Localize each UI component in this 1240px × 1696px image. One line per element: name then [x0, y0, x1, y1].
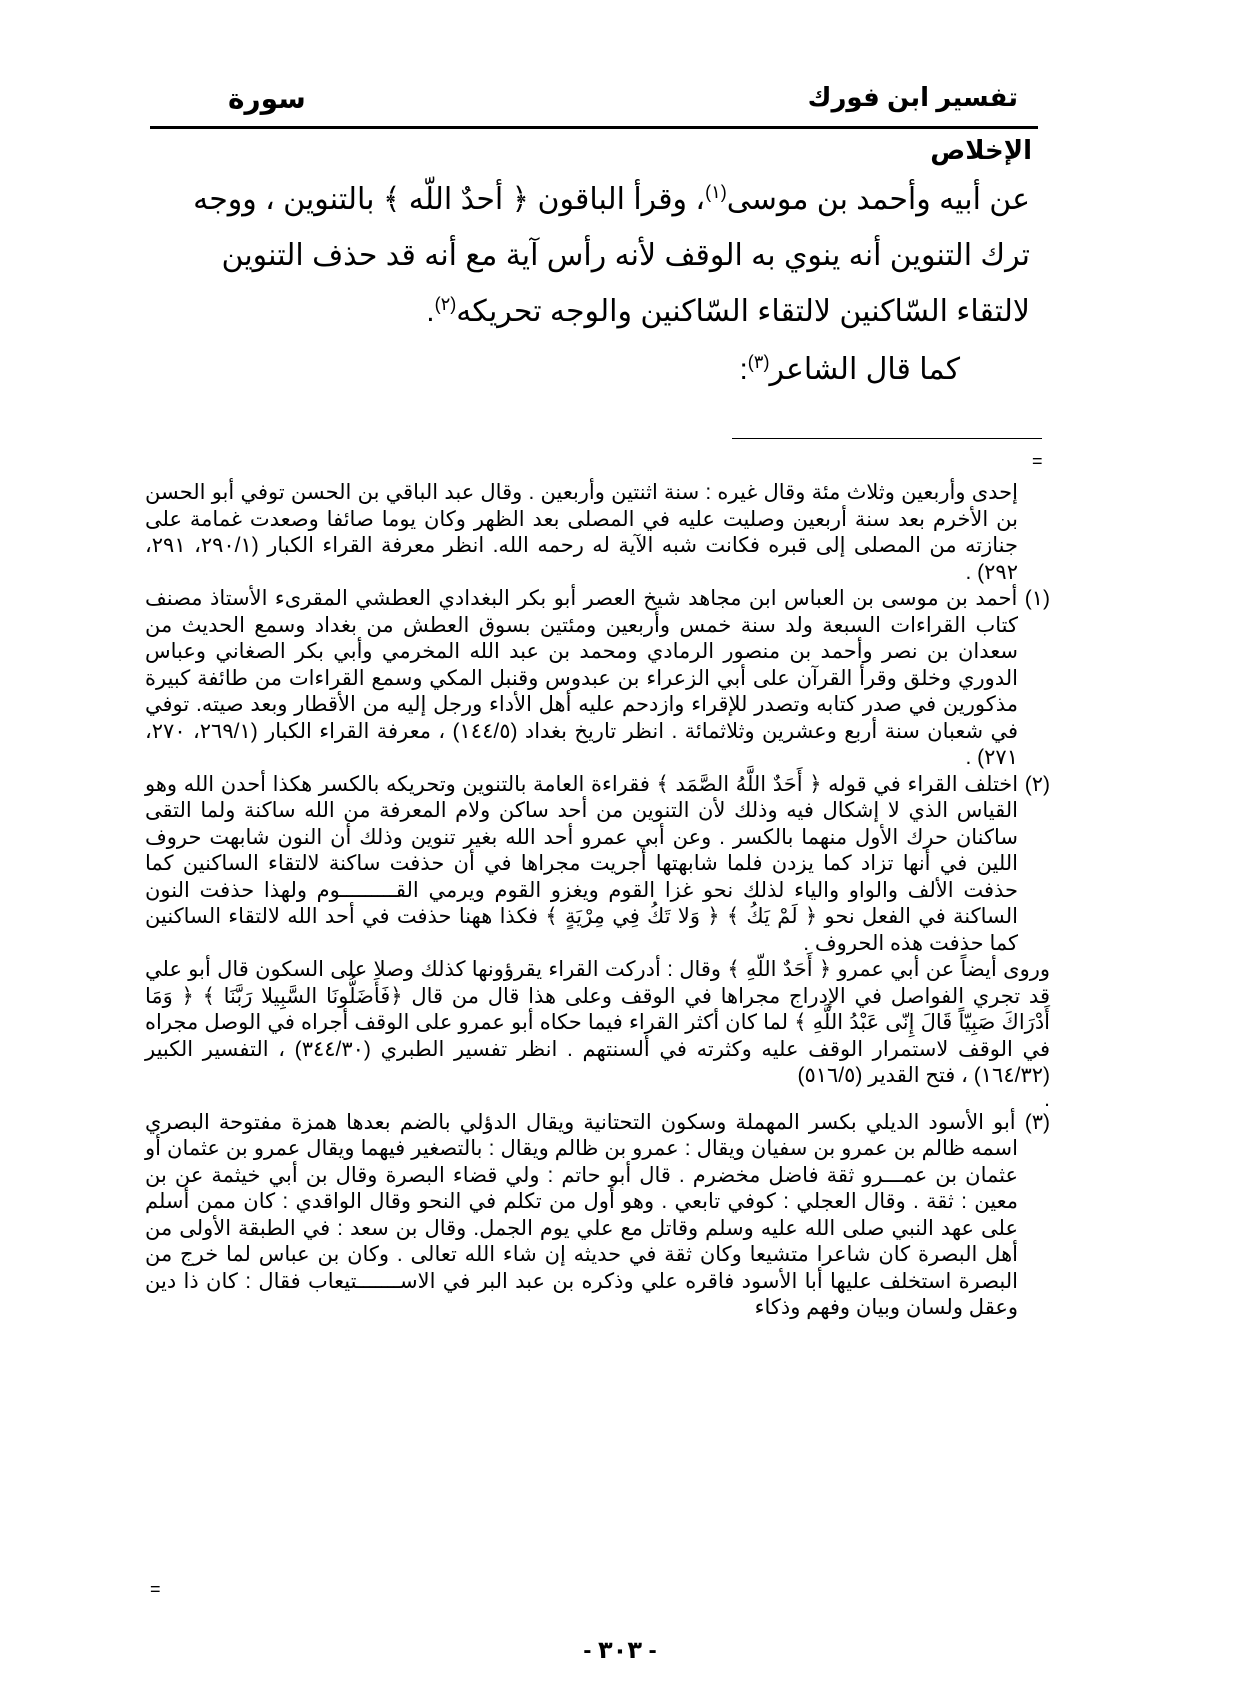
poet-colon: :: [739, 353, 748, 386]
main-text-a: عن أبيه وأحمد بن موسى: [726, 183, 1030, 216]
footnote-2-continuation: وروى أيضاً عن أبي عمرو ﴿ أَحَدٌ اللّهِ ﴾ وقال : أدركت القراء يقرؤونها كذلك وصلا على السكون قال أبو علي قد تجري الفواصل في الإدراج مجراها في الوقف وعلى هذا قال من قال ﴿فَأَضَلُّونَا السَّبِيلا رَبَّنَا ﴾ ﴿ وَمَا أَدْرَاكَ صَبِيّاً قَالَ إِنّى عَبْدُ اللَّهِ ﴾ لما كان أكثر القراء فيما حكاه أبو عمرو على الوقف أجراه في الوصل مجراه في الوقف لاستمرار الوقف عليه وكثرته في ألسنتهم . انظر تفسير الطبري (٣٤٤/٣٠) ، التفسير الكبير (١٦٤/٣٢) ، فتح القدير (٥١٦/٥): [145, 958, 1051, 1087]
main-paragraph: [150, 172, 1030, 340]
book-title: تفسير ابن فورك: [807, 82, 1018, 112]
footnote-continued-marker: =: [1032, 451, 1043, 471]
footnotes: [145, 480, 1050, 1322]
surah-name: الإخلاص: [930, 135, 1032, 165]
poet-line: [150, 340, 960, 400]
footnote-1: (١) أحمد بن موسى بن العباس ابن مجاهد شيخ العصر أبو بكر البغدادي العطشي المقرىء الأستاذ مصنف كتاب القراءات السبعة ولد سنة خمس وأربعين ومئتين بسوق العطش من بغداد وسمع الحديث من سعدان بن نصر وأحمد بن منصور الرمادي ومحمد بن عبد الله المخرمي وأبي بكر الصغاني وعباس الدوري وخلق وقرأ القرآن على أبي الزعراء بن عبدوس وقنبل المكي وسمع القراءات من طائفة كبيرة مذكورين في صدر كتابه وتصدر للإقراء وازدحم عليه أهل الأداء ورجل إليه من الأقطار وبعد صيته. توفي في شعبان سنة أربع وعشرين وثلاثمائة . انظر تاريخ بغداد (١٤٤/٥) ، معرفة القراء الكبار (٢٦٩/١، ٢٧٠، ٢٧١) .: [145, 587, 1050, 769]
main-text-end: .: [426, 295, 435, 328]
footnote-2: (٢) اختلف القراء في قوله ﴿ أَحَدٌ اللَّهُ الصَّمَد ﴾ فقراءة العامة بالتنوين وتحريكه بالكسر هكذا أحدن الله وهو القياس الذي لا إشكال فيه وذلك لأن التنوين من أحد ساكن ولام المعرفة من الله ساكنة ولما التقى ساكنان حرك الأول منهما بالكسر . وعن أبي عمرو أحد الله بغير تنوين وذلك أن النون شابهت حروف اللين في أنها تزاد كما يزدن فلما شابهتها أجريت مجراها في أن حذفت ساكنة لالتقاء الساكنين كما حذفت الألف والواو والياء لذلك نحو غزا القوم ويغزو القوم ويرمي القـــــــــوم ولهذا حذفت النون الساكنة في الفعل نحو ﴿ لَمْ يَكُ ﴾ ﴿ وَلا تَكُ فِي مِرْيَةٍ ﴾ فكذا ههنا حذفت في أحد الله لالتقاء الساكنين كما حذفت هذه الحروف .: [145, 772, 1050, 955]
footnote-continues-marker: =: [150, 1579, 161, 1599]
poet-text: كما قال الشاعر: [769, 353, 960, 386]
footnote-ref-1: (١): [705, 182, 727, 202]
page-number: - ٣٠٣ -: [583, 1637, 657, 1664]
main-text-b: ، وقرأ الباقون ﴿ أحدٌ اللّه ﴾ بالتنوين ، ووجه ترك التنوين أنه ينوي به الوقف لأنه رأس آية مع أنه قد حذف التنوين لالتقاء السّاكنين لالتقاء السّاكنين والوجه تحريكه: [193, 183, 1030, 328]
footnote-ref-2: (٢): [434, 294, 457, 314]
footnote-continuation: إحدى وأربعين وثلاث مئة وقال غيره : سنة اثنتين وأربعين . وقال عبد الباقي بن الحسن توفي أبو الحسن بن الأخرم بعد سنة أربعين وصليت عليه في المصلى بعد الظهر وكان يوما صائفا وصعدت غمامة على جنازته من المصلى إلى قبره فكانت شبه الآية له رحمه الله. انظر معرفة القراء الكبار (٢٩٠/١، ٢٩١، ٢٩٢) .: [145, 481, 1018, 584]
footnote-rule: [732, 438, 1042, 439]
main-text: [150, 172, 1030, 400]
surah-label: سورة: [228, 83, 306, 114]
header-rule: [150, 126, 1038, 129]
footnote-3: (٣) أبو الأسود الديلي بكسر المهملة وسكون التحتانية ويقال الدؤلي بالضم بعدها همزة مفتوحة البصري اسمه ظالم بن عمرو بن سفيان ويقال : عمرو بن ظالم ويقال : بالتصغير فيهما ويقال عمرو بن عثمان أو عثمان بن عمـــرو ثقة فاضل مخضرم . قال أبو حاتم : ولي قضاء البصرة وقال بن أبي خيثمة عن بن معين : ثقة . وقال العجلي : كوفي تابعي . وهو أول من تكلم في النحو وقال الواقدي : كان ممن أسلم على عهد النبي صلى الله عليه وسلم وقاتل مع علي يوم الجمل. وقال بن سعد : في الطبقة الأولى من أهل البصرة كان شاعرا متشيعا وكان ثقة في حديثه إن شاء الله تعالى . وكان بن عباس لما خرج من البصرة استخلف عليها أبا الأسود فاقره علي وذكره بن عبد البر في الاســـــــتيعاب فقال : كان ذا دين وعقل ولسان وبيان وفهم وذكاء: [145, 1110, 1050, 1319]
footnote-ref-3: (٣): [747, 352, 770, 372]
footnote-2-dot: .: [1044, 1087, 1050, 1111]
